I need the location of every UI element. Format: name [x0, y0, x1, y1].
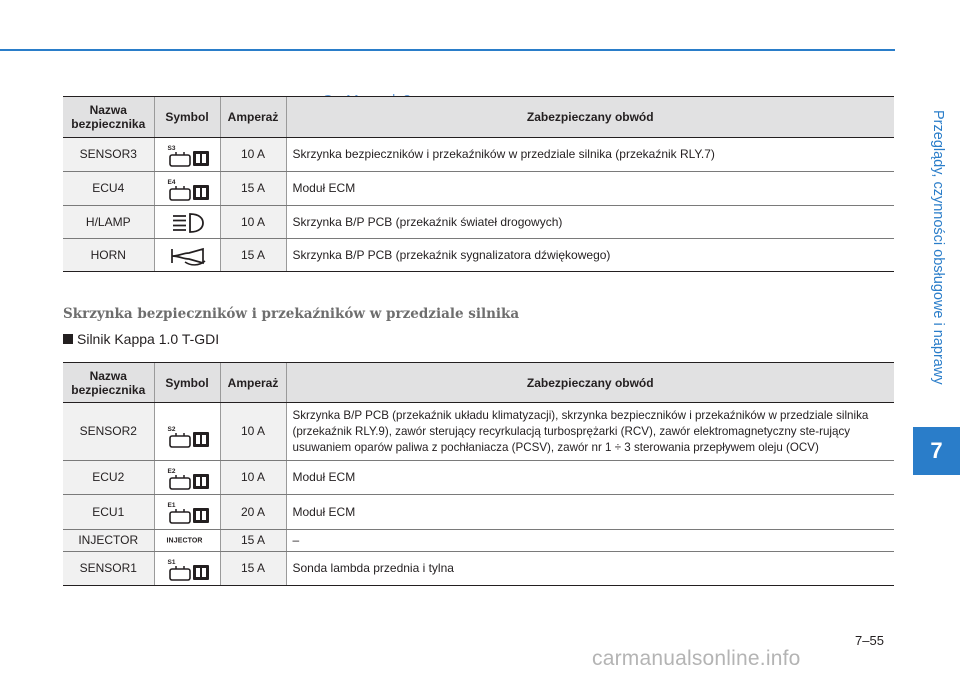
fuse-amperage: 15 A: [220, 552, 286, 586]
fuse-symbol: [154, 403, 220, 461]
fuse-table-1: [63, 96, 894, 272]
fuse-symbol: [154, 172, 220, 206]
sub-heading-text: Silnik Kappa 1.0 T-GDI: [77, 331, 220, 347]
fuse-name: SENSOR3: [63, 138, 154, 172]
table-row: [63, 403, 894, 461]
table-row: [63, 495, 894, 530]
fuse-circuit: Moduł ECM: [286, 461, 894, 495]
section-heading: Skrzynka bezpieczników i przekaźników w przedziale silnika: [63, 306, 520, 322]
fuse-relay-box-icon: [169, 428, 211, 450]
header-circuit: Zabezpieczany obwód: [286, 363, 894, 403]
chapter-side-title: Przeglądy, czynności obsługowe i naprawy: [930, 110, 946, 385]
fuse-circuit: Moduł ECM: [286, 495, 894, 530]
fuse-symbol: [154, 206, 220, 239]
fuse-amperage: 10 A: [220, 138, 286, 172]
table-row: [63, 138, 894, 172]
symbol-code: E2: [167, 468, 176, 475]
header-amperage: Amperaż: [220, 97, 286, 138]
fuse-name: INJECTOR: [63, 530, 154, 552]
watermark-bottom: carmanualsonline.info: [592, 647, 801, 670]
fuse-circuit: Skrzynka B/P PCB (przekaźnik świateł drogowych): [286, 206, 894, 239]
fuse-name: SENSOR2: [63, 403, 154, 461]
fuse-circuit: Skrzynka bezpieczników i przekaźników w przedziale silnika (przekaźnik RLY.7): [286, 138, 894, 172]
symbol-code: S2: [167, 426, 176, 433]
fuse-name: H/LAMP: [63, 206, 154, 239]
fuse-symbol: [154, 530, 220, 552]
table-row: [63, 461, 894, 495]
fuse-amperage: 15 A: [220, 172, 286, 206]
fuse-table-2: [63, 362, 894, 586]
horn-icon: [169, 244, 209, 268]
square-bullet-icon: [63, 334, 73, 344]
sub-heading: [63, 331, 219, 347]
table-row: [63, 239, 894, 272]
high-beam-icon: [169, 211, 209, 235]
table-row: [63, 552, 894, 586]
fuse-circuit: Sonda lambda przednia i tylna: [286, 552, 894, 586]
fuse-amperage: 10 A: [220, 206, 286, 239]
fuse-relay-box-icon: [169, 470, 211, 492]
fuse-amperage: 10 A: [220, 461, 286, 495]
fuse-relay-box-icon: [169, 561, 211, 583]
header-fuse-name: Nazwa bezpiecznika: [63, 363, 154, 403]
fuse-name: ECU2: [63, 461, 154, 495]
symbol-code: S1: [167, 559, 176, 566]
symbol-code: E4: [167, 179, 176, 186]
fuse-symbol: [154, 552, 220, 586]
symbol-code: E1: [167, 502, 176, 509]
table-header-row: [63, 97, 894, 138]
header-amperage: Amperaż: [220, 363, 286, 403]
fuse-symbol: [154, 239, 220, 272]
page-number: 7–55: [855, 633, 884, 648]
fuse-symbol: [154, 138, 220, 172]
injector-symbol-text: INJECTOR: [166, 537, 203, 544]
header-symbol: Symbol: [154, 97, 220, 138]
fuse-relay-box-icon: [169, 504, 211, 526]
fuse-circuit: Skrzynka B/P PCB (przekaźnik układu klimatyzacji), skrzynka bezpieczników i przekaźników w przedziale silnika (przekaźnik RLY.9), zawór sterujący recyrkulacją turbosprężarki (RCV), zawór elektromagnetyczny ste-rujący usuwaniem oparów paliwa z pochłaniacza (PCSV), zawór nr 1 ÷ 3 sterowania przepływem oleju (OCV): [286, 403, 894, 461]
fuse-circuit: Skrzynka B/P PCB (przekaźnik sygnalizatora dźwiękowego): [286, 239, 894, 272]
top-rule: [0, 49, 895, 51]
table-row: [63, 172, 894, 206]
header-symbol: Symbol: [154, 363, 220, 403]
symbol-code: S3: [167, 145, 176, 152]
header-fuse-name: Nazwa bezpiecznika: [63, 97, 154, 138]
fuse-amperage: 10 A: [220, 403, 286, 461]
fuse-symbol: [154, 495, 220, 530]
fuse-name: ECU1: [63, 495, 154, 530]
fuse-name: SENSOR1: [63, 552, 154, 586]
fuse-amperage: 15 A: [220, 530, 286, 552]
fuse-amperage: 15 A: [220, 239, 286, 272]
table-row: [63, 206, 894, 239]
fuse-relay-box-icon: [169, 181, 211, 203]
fuse-name: ECU4: [63, 172, 154, 206]
fuse-symbol: [154, 461, 220, 495]
chapter-tab: 7: [913, 427, 960, 475]
fuse-circuit: Moduł ECM: [286, 172, 894, 206]
fuse-relay-box-icon: [169, 147, 211, 169]
fuse-amperage: 20 A: [220, 495, 286, 530]
fuse-name: HORN: [63, 239, 154, 272]
fuse-circuit: –: [286, 530, 894, 552]
table-row: [63, 530, 894, 552]
table-header-row: [63, 363, 894, 403]
header-circuit: Zabezpieczany obwód: [286, 97, 894, 138]
